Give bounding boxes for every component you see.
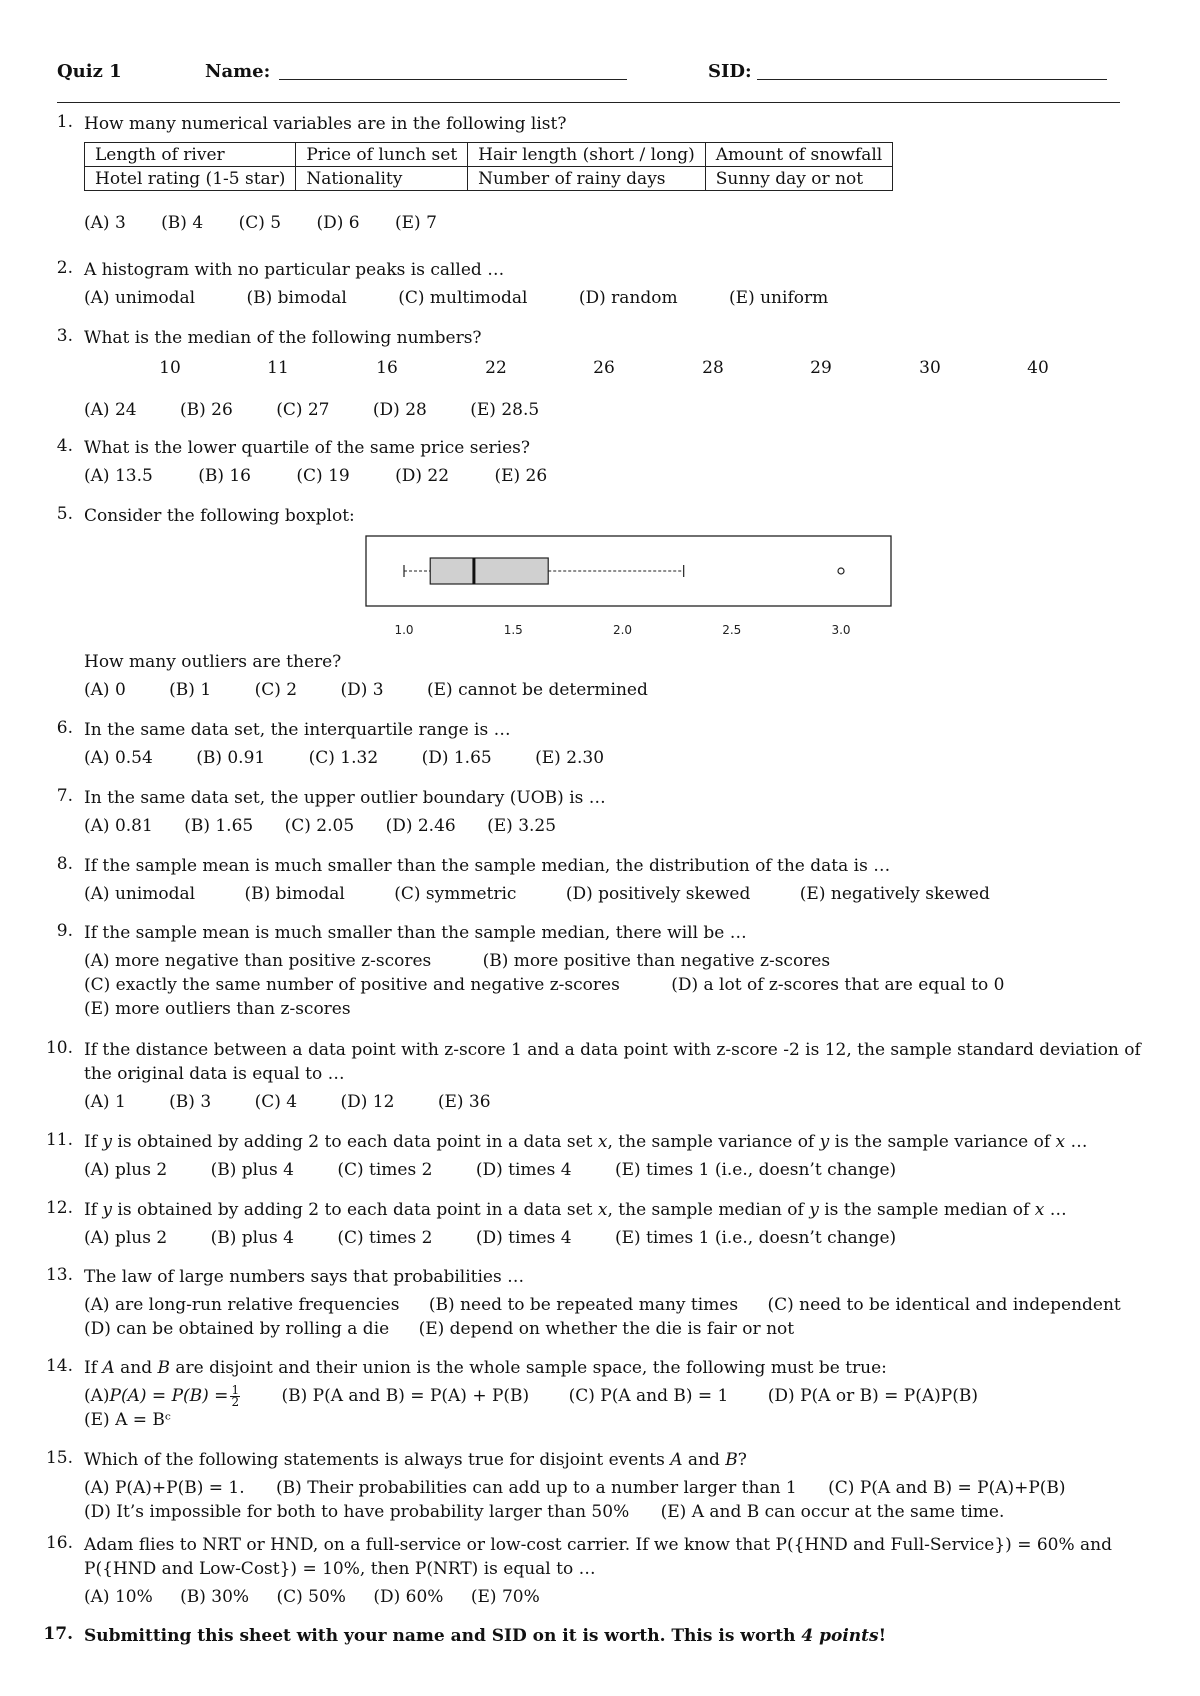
question-number: 17. bbox=[43, 1624, 73, 1644]
option-d[interactable]: (D) It’s impossible for both to have probability larger than 50% bbox=[84, 1502, 630, 1522]
option-c[interactable]: (C) 2.05 bbox=[284, 816, 355, 836]
question-1 bbox=[40, 112, 1150, 236]
answer-options bbox=[84, 286, 1150, 311]
option-d[interactable]: (D) P(A or B) = P(A)P(B) bbox=[767, 1386, 978, 1406]
question-17 bbox=[40, 1624, 1150, 1648]
question-15 bbox=[40, 1448, 1150, 1524]
option-c[interactable]: (C) P(A and B) = P(A)+P(B) bbox=[828, 1478, 1066, 1498]
option-c[interactable]: (C) need to be identical and independent bbox=[767, 1295, 1121, 1315]
option-c[interactable]: (C) multimodal bbox=[398, 288, 528, 308]
name-label: Name: bbox=[205, 61, 271, 82]
option-c[interactable]: (C) exactly the same number of positive and negative z-scores bbox=[84, 975, 620, 995]
option-b[interactable]: (B) more positive than negative z-scores bbox=[482, 951, 831, 971]
question-3 bbox=[40, 326, 1150, 423]
question-stem: Consider the following boxplot: bbox=[84, 506, 355, 526]
option-a[interactable]: (A) plus 2 bbox=[84, 1228, 168, 1248]
question-number: 5. bbox=[56, 504, 73, 524]
option-c[interactable]: (C) 19 bbox=[296, 466, 350, 486]
option-c[interactable]: (C) 5 bbox=[238, 213, 282, 233]
option-d[interactable]: (D) 28 bbox=[372, 400, 427, 420]
question-number: 1. bbox=[56, 112, 73, 132]
option-a[interactable]: (A) 0.54 bbox=[84, 748, 153, 768]
question-13 bbox=[40, 1265, 1150, 1341]
sid-label: SID: bbox=[708, 61, 752, 82]
number-value: 30 bbox=[919, 358, 941, 378]
question-number: 7. bbox=[56, 786, 73, 806]
outlier-point bbox=[838, 568, 844, 574]
option-c[interactable]: (C) P(A and B) = 1 bbox=[568, 1386, 729, 1406]
option-e[interactable]: (E) A = Bᶜ bbox=[84, 1410, 171, 1430]
option-e[interactable]: (E) cannot be determined bbox=[427, 680, 648, 700]
option-e[interactable]: (E) 28.5 bbox=[470, 400, 540, 420]
table-cell: Hotel rating (1-5 star) bbox=[85, 167, 296, 191]
option-d[interactable]: (D) random bbox=[578, 288, 678, 308]
option-c[interactable]: (C) 4 bbox=[254, 1092, 298, 1112]
option-d[interactable]: (D) can be obtained by rolling a die bbox=[84, 1319, 390, 1339]
answer-options bbox=[84, 1293, 1150, 1341]
option-a[interactable]: (A) 24 bbox=[84, 400, 137, 420]
table-cell: Sunny day or not bbox=[705, 167, 892, 191]
x-tick-label: 1.5 bbox=[503, 623, 523, 637]
question-stem: If A and B are disjoint and their union is the whole sample space, the following must be true: bbox=[84, 1358, 887, 1378]
answer-options bbox=[84, 1158, 1150, 1183]
option-a[interactable]: (A) are long-run relative frequencies bbox=[84, 1295, 400, 1315]
table-cell: Number of rainy days bbox=[468, 167, 706, 191]
option-e[interactable]: (E) more outliers than z-scores bbox=[84, 999, 351, 1019]
number-value: 26 bbox=[593, 358, 615, 378]
number-value: 40 bbox=[1027, 358, 1049, 378]
answer-options bbox=[84, 1226, 1150, 1251]
option-a[interactable]: (A) unimodal bbox=[84, 884, 196, 904]
question-stem: In the same data set, the interquartile range is … bbox=[84, 720, 511, 740]
question-12 bbox=[40, 1198, 1150, 1251]
interquartile-box bbox=[430, 558, 548, 584]
option-b[interactable]: (B) P(A and B) = P(A) + P(B) bbox=[281, 1386, 530, 1406]
answer-options bbox=[84, 814, 1150, 839]
question-4 bbox=[40, 436, 1150, 489]
option-e[interactable]: (E) 3.25 bbox=[487, 816, 557, 836]
question-stem: How many numerical variables are in the following list? bbox=[84, 114, 567, 134]
option-b[interactable]: (B) 16 bbox=[198, 466, 251, 486]
option-c[interactable]: (C) 1.32 bbox=[308, 748, 379, 768]
option-d[interactable]: (D) times 4 bbox=[475, 1160, 572, 1180]
option-b[interactable]: (B) need to be repeated many times bbox=[428, 1295, 739, 1315]
option-b[interactable]: (B) 4 bbox=[161, 213, 204, 233]
answer-options bbox=[84, 1384, 1150, 1432]
x-tick-label: 2.0 bbox=[612, 623, 633, 637]
option-c[interactable]: (C) 27 bbox=[276, 400, 330, 420]
option-a[interactable]: (A) 13.5 bbox=[84, 466, 153, 486]
table-cell: Length of river bbox=[85, 143, 296, 167]
option-e[interactable]: (E) 2.30 bbox=[535, 748, 605, 768]
option-c[interactable]: (C) 50% bbox=[276, 1587, 346, 1607]
option-e[interactable]: (E) depend on whether the die is fair or not bbox=[418, 1319, 795, 1339]
answer-options bbox=[84, 949, 1150, 1021]
option-b[interactable]: (B) 26 bbox=[179, 400, 233, 420]
question-stem: If the distance between a data point with z-score 1 and a data point with z-score -2 is 12, the sample standard deviation of the original data is equal to … bbox=[84, 1040, 1141, 1084]
option-b[interactable]: (B) 3 bbox=[169, 1092, 212, 1112]
option-b[interactable]: (B) Their probabilities can add up to a number larger than 1 bbox=[276, 1478, 797, 1498]
question-stem: If y is obtained by adding 2 to each data point in a data set x, the sample variance of y is the sample variance of x … bbox=[84, 1132, 1088, 1152]
option-b[interactable]: (B) 30% bbox=[180, 1587, 250, 1607]
option-e[interactable]: (E) times 1 (i.e., doesn’t change) bbox=[614, 1228, 897, 1248]
number-list bbox=[84, 358, 1150, 388]
question-7 bbox=[40, 786, 1150, 839]
question-number: 14. bbox=[45, 1356, 73, 1376]
x-tick-label: 1.0 bbox=[394, 623, 414, 637]
option-e[interactable]: (E) 36 bbox=[437, 1092, 491, 1112]
answer-options bbox=[84, 746, 1150, 771]
sid-blank bbox=[757, 79, 1107, 80]
question-stem: If y is obtained by adding 2 to each data point in a data set x, the sample median of y is the sample median of x … bbox=[84, 1200, 1067, 1220]
question-stem: If the sample mean is much smaller than the sample median, the distribution of the data is … bbox=[84, 856, 891, 876]
question-9 bbox=[40, 921, 1150, 1021]
option-a[interactable]: (A) 3 bbox=[84, 213, 126, 233]
answer-options bbox=[84, 882, 1150, 907]
answer-options bbox=[84, 1476, 1150, 1524]
question-number: 13. bbox=[45, 1265, 73, 1285]
quiz-header bbox=[57, 58, 1120, 103]
option-e[interactable]: (E) times 1 (i.e., doesn’t change) bbox=[614, 1160, 897, 1180]
answer-options bbox=[84, 678, 1150, 703]
option-c[interactable]: (C) times 2 bbox=[337, 1160, 433, 1180]
table-row bbox=[85, 143, 893, 167]
x-tick-label: 2.5 bbox=[722, 623, 742, 637]
question-2 bbox=[40, 258, 1150, 311]
question-stem: What is the lower quartile of the same price series? bbox=[84, 438, 530, 458]
option-c[interactable]: (C) 2 bbox=[254, 680, 298, 700]
variables-table bbox=[84, 142, 893, 191]
option-a[interactable]: (A)P(A) = P(B) = $\frac{1}{2}$ bbox=[84, 1383, 240, 1409]
table-cell: Price of lunch set bbox=[296, 143, 468, 167]
option-c[interactable]: (C) symmetric bbox=[394, 884, 517, 904]
option-a[interactable]: (A) 0.81 bbox=[84, 816, 153, 836]
option-b[interactable]: (B) 0.91 bbox=[196, 748, 266, 768]
table-cell: Amount of snowfall bbox=[705, 143, 892, 167]
option-b[interactable]: (B) plus 4 bbox=[210, 1228, 294, 1248]
option-d[interactable]: (D) 60% bbox=[373, 1587, 444, 1607]
option-b[interactable]: (B) bimodal bbox=[246, 288, 347, 308]
answer-options bbox=[84, 464, 1150, 489]
question-8 bbox=[40, 854, 1150, 907]
option-d[interactable]: (D) 12 bbox=[340, 1092, 395, 1112]
option-a[interactable]: (A) more negative than positive z-scores bbox=[84, 951, 432, 971]
option-d[interactable]: (D) a lot of z-scores that are equal to 0 bbox=[671, 975, 1005, 995]
answer-options bbox=[84, 398, 1150, 423]
option-b[interactable]: (B) 1 bbox=[169, 680, 212, 700]
question-number: 15. bbox=[45, 1448, 73, 1468]
question-number: 11. bbox=[45, 1130, 73, 1150]
boxplot-figure bbox=[84, 536, 1150, 656]
question-number: 12. bbox=[45, 1198, 73, 1218]
question-number: 6. bbox=[56, 718, 73, 738]
option-a[interactable]: (A) 10% bbox=[84, 1587, 153, 1607]
option-d[interactable]: (D) 1.65 bbox=[421, 748, 492, 768]
option-d[interactable]: (D) 2.46 bbox=[385, 816, 456, 836]
number-value: 29 bbox=[810, 358, 832, 378]
question-16 bbox=[40, 1533, 1150, 1610]
table-row bbox=[85, 167, 893, 191]
number-value: 22 bbox=[485, 358, 507, 378]
option-d[interactable]: (D) 3 bbox=[340, 680, 384, 700]
x-tick-label: 3.0 bbox=[831, 623, 851, 637]
points-emphasis: 4 points bbox=[801, 1626, 879, 1646]
option-a[interactable]: (A) 1 bbox=[84, 1092, 126, 1112]
option-b[interactable]: (B) bimodal bbox=[244, 884, 345, 904]
question-number: 8. bbox=[56, 854, 73, 874]
option-c[interactable]: (C) times 2 bbox=[337, 1228, 433, 1248]
question-stem: Submitting this sheet with your name and SID on it is worth. This is worth 4 points! bbox=[84, 1626, 887, 1646]
boxplot-chart bbox=[84, 536, 1150, 656]
fraction-one-half: $\frac{1}{2}$ bbox=[231, 1383, 240, 1409]
question-number: 16. bbox=[45, 1533, 73, 1553]
question-14 bbox=[40, 1356, 1150, 1432]
option-e[interactable]: (E) 70% bbox=[470, 1587, 540, 1607]
question-11 bbox=[40, 1130, 1150, 1183]
option-d[interactable]: (D) positively skewed bbox=[565, 884, 751, 904]
name-blank bbox=[279, 79, 627, 80]
question-stem: Adam flies to NRT or HND, on a full-service or low-cost carrier. If we know that P({HND and Full-Service}) = 60% and P({HND and Low-Cost}) = 10%, then P(NRT) is equal to … bbox=[84, 1535, 1112, 1579]
answer-options bbox=[84, 1585, 1150, 1610]
question-stem-2: How many outliers are there? bbox=[84, 652, 342, 672]
question-number: 3. bbox=[56, 326, 73, 346]
option-a[interactable]: (A) P(A)+P(B) = 1. bbox=[84, 1478, 245, 1498]
question-number: 9. bbox=[56, 921, 73, 941]
table-cell: Nationality bbox=[296, 167, 468, 191]
question-stem: Which of the following statements is always true for disjoint events A and B? bbox=[84, 1450, 747, 1470]
option-a[interactable]: (A) plus 2 bbox=[84, 1160, 168, 1180]
question-stem: In the same data set, the upper outlier boundary (UOB) is … bbox=[84, 788, 606, 808]
question-6 bbox=[40, 718, 1150, 771]
question-5 bbox=[40, 504, 1150, 703]
number-value: 28 bbox=[702, 358, 724, 378]
question-number: 2. bbox=[56, 258, 73, 278]
option-b[interactable]: (B) plus 4 bbox=[210, 1160, 294, 1180]
option-d[interactable]: (D) 22 bbox=[395, 466, 450, 486]
option-e[interactable]: (E) 7 bbox=[395, 213, 437, 233]
option-e[interactable]: (E) negatively skewed bbox=[799, 884, 990, 904]
number-value: 11 bbox=[267, 358, 289, 378]
option-d[interactable]: (D) 6 bbox=[316, 213, 360, 233]
option-e[interactable]: (E) uniform bbox=[729, 288, 829, 308]
answer-options bbox=[84, 211, 1150, 236]
answer-options bbox=[84, 1090, 1150, 1115]
quiz-title: Quiz 1 bbox=[57, 61, 122, 82]
question-stem: If the sample mean is much smaller than the sample median, there will be … bbox=[84, 923, 747, 943]
number-value: 10 bbox=[159, 358, 181, 378]
option-a[interactable]: (A) 0 bbox=[84, 680, 126, 700]
question-10 bbox=[40, 1038, 1150, 1115]
question-number: 4. bbox=[56, 436, 73, 456]
question-stem: The law of large numbers says that probabilities … bbox=[84, 1267, 525, 1287]
option-e[interactable]: (E) A and B can occur at the same time. bbox=[660, 1502, 1005, 1522]
option-e[interactable]: (E) 26 bbox=[494, 466, 548, 486]
option-a[interactable]: (A) unimodal bbox=[84, 288, 196, 308]
table-cell: Hair length (short / long) bbox=[468, 143, 706, 167]
question-stem: A histogram with no particular peaks is called … bbox=[84, 260, 505, 280]
number-value: 16 bbox=[376, 358, 398, 378]
question-stem: What is the median of the following numbers? bbox=[84, 328, 482, 348]
option-d[interactable]: (D) times 4 bbox=[475, 1228, 572, 1248]
option-b[interactable]: (B) 1.65 bbox=[184, 816, 254, 836]
question-number: 10. bbox=[45, 1038, 73, 1058]
